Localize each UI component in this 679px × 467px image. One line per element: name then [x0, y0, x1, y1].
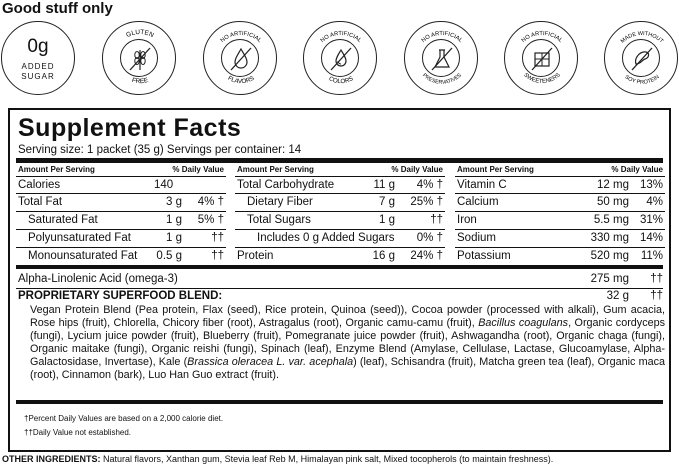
- serving-info: Serving size: 1 packet (35 g) Servings per container: 14: [18, 144, 302, 156]
- thick-rule-3: [16, 400, 663, 404]
- facts-title: Supplement Facts: [18, 114, 242, 142]
- row-vitamin-c: Vitamin C 12 mg 13%: [457, 179, 663, 191]
- row-proprietary-blend: PROPRIETARY SUPERFOOD BLEND: 32 g ††: [18, 290, 663, 302]
- row-protein: Protein 16 g 24% †: [237, 250, 443, 262]
- footnote-dv-not-established: ††Daily Value not established.: [24, 428, 132, 437]
- svg-text:SOY PROTEIN: SOY PROTEIN: [623, 74, 661, 86]
- svg-text:NO ARTIFICIAL: NO ARTIFICIAL: [420, 30, 464, 45]
- badges-row: [0, 12, 679, 108]
- row-sodium: Sodium 330 mg 14%: [457, 232, 663, 244]
- color-drop-icon: [329, 46, 353, 72]
- svg-text:FREE: FREE: [130, 76, 150, 86]
- svg-text:SWEETENERS: SWEETENERS: [522, 72, 562, 85]
- svg-text:NO ARTIFICIAL: NO ARTIFICIAL: [319, 30, 363, 45]
- svg-text:MADE WITHOUT: MADE WITHOUT: [619, 30, 665, 45]
- row-calcium: Calcium 50 mg 4%: [457, 196, 663, 208]
- sugar-amount: 0g: [27, 36, 49, 57]
- svg-text:COLORS: COLORS: [327, 75, 355, 86]
- badge-no-artificial-colors: [303, 21, 377, 95]
- row-dietary-fiber: Dietary Fiber 7 g 25% †: [247, 196, 443, 208]
- supplement-facts-panel: Supplement Facts Serving size: 1 packet (35 g) Servings per container: 14 Amount Per Serving % Daily Value Calories 140 Total Fat 3 g 4% † Saturated Fat 1 g 5% † Polyunsaturated Fat 1 g †† Monounsaturated Fat 0.5 g †† Amount Per Serving % Daily Value Total Carbohydrate 11 g 4% † Dietary Fiber 7 g 25% † Total Sugars 1 g †† Includes 0 g Added Sugars 0% † Protein 16 g 24% † Amount Per Serving % Daily Value Vitamin C 12 mg 13% Calcium 50 mg 4% Iron 5.5 mg 31% Sodium 330 mg 14% Potassium 520 mg 11% Alpha-Linolenic Acid (omega-3) 275 mg †† PROPRIETARY SUPERFOOD BLEND: 32 g †† Vegan Protein Blend (Pea protein, Flax (seed), Rice protein, Quinoa (seed)), Cocoa powder (processed with alkali), Gum acacia, Rose hips (fruit), Chlorella, Chicory fiber (root), Astragalus (root), Organic camu-camu (fruit), Bacillus coagulans, Organic cordyceps (fungi), Lycium juice powder (fruit), Blueberry (fruit), Pomegranate juice powder (fruit), Ashwagandha (root), Organic chaga (fungi), Organic maitake (fungi), Organic reishi (fungi), Spinach (leaf), Enzyme Blend (Amylase, Cellulase, Lactase, Glucoamylase, Alpha-Galactosidase, Invertase), Kale (Brassica oleracea L. var. acephala) (leaf), Schisandra (fruit), Matcha green tea (leaf), Organic maca (root), Cinnamon (bark), Luo Han Guo extract (fruit). †Percent Daily Values are based on a 2,000 calorie diet. ††Daily Value not established.: [8, 108, 671, 452]
- badge-no-artificial-sweeteners: [504, 21, 578, 95]
- thick-rule: [16, 158, 663, 163]
- row-saturated-fat: Saturated Fat 1 g 5% †: [28, 214, 224, 226]
- row-monounsaturated-fat: Monounsaturated Fat 0.5 g ††: [28, 250, 224, 262]
- soybean-icon: [630, 46, 654, 72]
- badge-gluten-free: [102, 21, 176, 95]
- row-total-fat: Total Fat 3 g 4% †: [18, 196, 224, 208]
- row-potassium: Potassium 520 mg 11%: [457, 250, 663, 262]
- row-total-sugars: Total Sugars 1 g ††: [247, 214, 443, 226]
- badge-zero-sugar: [1, 21, 75, 95]
- svg-text:NO ARTIFICIAL: NO ARTIFICIAL: [520, 30, 564, 45]
- blend-ingredients: Vegan Protein Blend (Pea protein, Flax (seed), Rice protein, Quinoa (seed)), Cocoa powder (processed with alkali), Gum acacia, Rose hips (fruit), Chlorella, Chicory fiber (root), Astragalus (root), Organic camu-camu (fruit), Bacillus coagulans, Organic cordyceps (fungi), Lycium juice powder (fruit), Blueberry (fruit), Pomegranate juice powder (fruit), Ashwagandha (root), Organic chaga (fungi), Organic maitake (fungi), Organic reishi (fungi), Spinach (leaf), Enzyme Blend (Amylase, Cellulase, Lactase, Glucoamylase, Alpha-Galactosidase, Invertase), Kale (Brassica oleracea L. var. acephala) (leaf), Schisandra (fruit), Matcha green tea (leaf), Organic maca (root), Cinnamon (bark), Luo Han Guo extract (fruit).: [30, 304, 666, 381]
- svg-text:GLUTEN: GLUTEN: [125, 28, 155, 40]
- row-total-carbohydrate: Total Carbohydrate 11 g 4% †: [237, 179, 443, 191]
- flavor-drop-icon: [229, 46, 253, 72]
- sugar-cube-icon: [530, 46, 554, 72]
- page-header: Good stuff only: [2, 0, 113, 17]
- badge-no-artificial-preservatives: [404, 21, 478, 95]
- row-alpha-linolenic-acid: Alpha-Linolenic Acid (omega-3) 275 mg ††: [18, 273, 663, 285]
- row-added-sugars: Includes 0 g Added Sugars 0% †: [257, 232, 443, 244]
- other-ingredients: OTHER INGREDIENTS: Natural flavors, Xanthan gum, Stevia leaf Reb M, Himalayan pink salt, Mixed tocopherols (to maintain freshness).: [2, 454, 554, 464]
- row-iron: Iron 5.5 mg 31%: [457, 214, 663, 226]
- footnote-percent-dv: †Percent Daily Values are based on a 2,000 calorie diet.: [24, 414, 224, 423]
- sugar-label-2: SUGAR: [21, 72, 55, 81]
- flask-icon: [430, 46, 454, 72]
- row-calories: Calories 140: [18, 179, 174, 191]
- thick-rule-2: [16, 265, 663, 269]
- wheat-icon: [128, 46, 152, 72]
- sugar-label-1: ADDED: [21, 62, 55, 71]
- svg-text:PRESERVATIVES: PRESERVATIVES: [421, 72, 463, 86]
- badge-no-artificial-flavors: [203, 21, 277, 95]
- svg-text:NO ARTIFICIAL: NO ARTIFICIAL: [219, 30, 263, 45]
- svg-text:FLAVORS: FLAVORS: [226, 74, 256, 86]
- badge-made-without-soy: [604, 21, 678, 95]
- row-polyunsaturated-fat: Polyunsaturated Fat 1 g ††: [28, 232, 224, 244]
